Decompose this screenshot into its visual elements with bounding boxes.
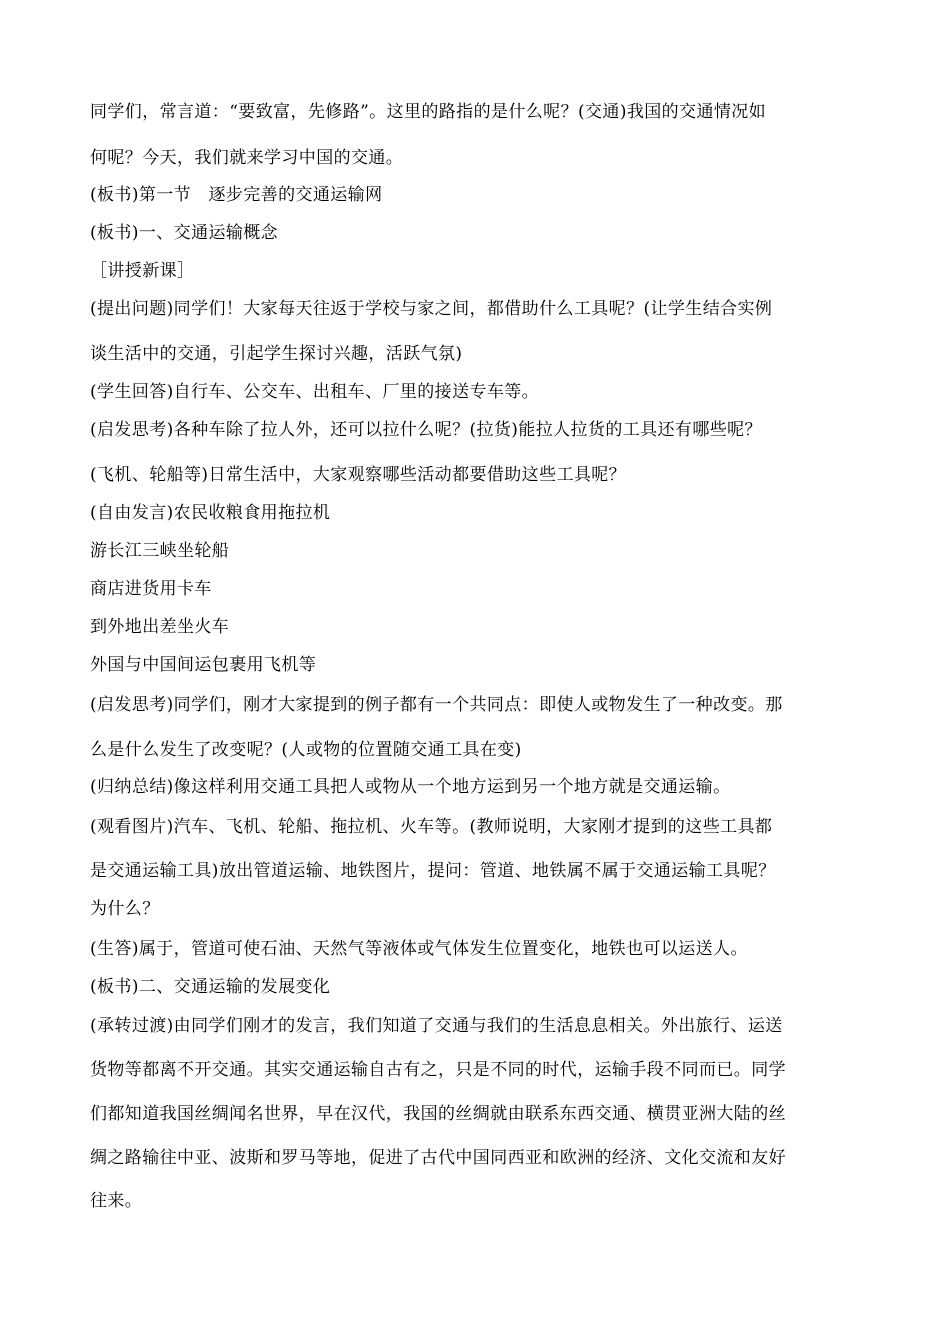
text-line: 商店进货用卡车 [90, 579, 212, 599]
text-line: (生答)属于，管道可使石油、天然气等液体或气体发生位置变化，地铁也可以运送人。 [90, 939, 748, 959]
text-line: (板书)二、交通运输的发展变化 [90, 977, 331, 997]
text-line: (启发思考)各种车除了拉人外，还可以拉什么呢？(拉货)能拉人拉货的工具还有哪些呢？ [90, 420, 762, 440]
text-line: 何呢？今天，我们就来学习中国的交通。 [90, 148, 404, 168]
text-line: (启发思考)同学们，刚才大家提到的例子都有一个共同点：即使人或物发生了一种改变。那 [90, 695, 783, 715]
text-line: (板书)一、交通运输概念 [90, 223, 279, 243]
text-line: (板书)第一节 逐步完善的交通运输网 [90, 185, 383, 205]
text-line: (提出问题)同学们！大家每天往返于学校与家之间，都借助什么工具呢？(让学生结合实例 [90, 299, 773, 319]
text-line: 到外地出差坐火车 [90, 617, 230, 637]
text-line: (学生回答)自行车、公交车、出租车、厂里的接送专车等。 [90, 382, 540, 402]
text-line: 货物等都离不开交通。其实交通运输自古有之，只是不同的时代，运输手段不同而已。同学 [90, 1060, 786, 1080]
text-line: 为什么？ [90, 899, 160, 919]
text-line: 绸之路输往中亚、波斯和罗马等地，促进了古代中国同西亚和欧洲的经济、文化交流和友好 [90, 1148, 786, 1168]
text-line: 谈生活中的交通，引起学生探讨兴趣，活跃气氛) [90, 344, 463, 364]
text-line: 游长江三峡坐轮船 [90, 541, 230, 561]
text-line: 么是什么发生了改变呢？(人或物的位置随交通工具在变) [90, 740, 522, 760]
text-line: 同学们，常言道：“要致富，先修路”。这里的路指的是什么呢？(交通)我国的交通情况如 [90, 102, 767, 122]
text-line: 外国与中国间运包裹用飞机等 [90, 655, 317, 675]
section-heading: ［讲授新课］ [90, 261, 195, 281]
text-line: 是交通运输工具)放出管道运输、地铁图片，提问：管道、地铁属不属于交通运输工具呢？ [90, 861, 776, 881]
text-line: (自由发言)农民收粮食用拖拉机 [90, 503, 331, 523]
text-line: (承转过渡)由同学们刚才的发言，我们知道了交通与我们的生活息息相关。外出旅行、运送 [90, 1016, 783, 1036]
text-line: 们都知道我国丝绸闻名世界，早在汉代，我国的丝绸就由联系东西交通、横贯亚洲大陆的丝 [90, 1104, 786, 1124]
text-line: (飞机、轮船等)日常生活中，大家观察哪些活动都要借助这些工具呢？ [90, 465, 627, 485]
text-line: 往来。 [90, 1191, 143, 1211]
text-line: (观看图片)汽车、飞机、轮船、拖拉机、火车等。(教师说明，大家刚才提到的这些工具都 [90, 817, 773, 837]
text-line: (归纳总结)像这样利用交通工具把人或物从一个地方运到另一个地方就是交通运输。 [90, 777, 731, 797]
